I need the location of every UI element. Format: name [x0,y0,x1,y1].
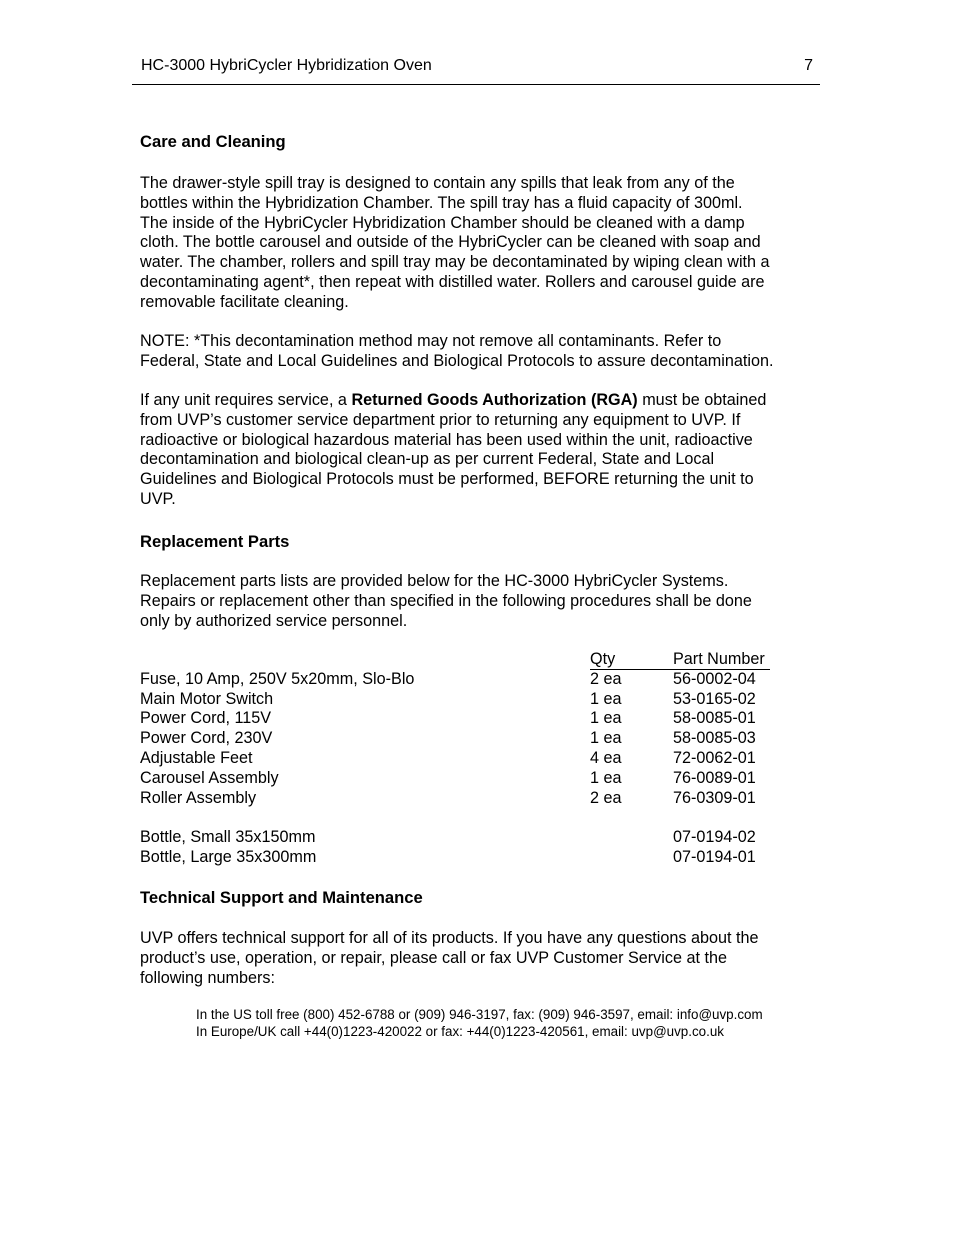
part-qty: 1 ea [590,689,622,708]
note-line: Federal, State and Local Guidelines and Biological Protocols to assure decontamination. [140,351,774,370]
rga-prefix: If any unit requires service, a [140,391,352,409]
table-row [140,670,820,690]
support-line: product’s use, operation, or repair, please call or fax UVP Customer Service at the [140,948,727,967]
care-paragraph [140,174,770,313]
part-number: 53-0165-02 [673,689,756,708]
support-paragraph [140,929,758,988]
rga-line: UVP. [140,489,176,508]
part-name: Bottle, Small 35x150mm [140,828,316,847]
part-name: Power Cord, 115V [140,709,272,728]
care-line: The inside of the HybriCycler Hybridization Chamber should be cleaned with a damp [140,213,745,232]
note-paragraph [140,332,774,372]
part-name: Carousel Assembly [140,768,279,787]
part-qty: 2 ea [590,669,622,688]
part-qty: 1 ea [590,709,622,728]
parts-header-row [140,650,820,670]
part-number: 56-0002-04 [673,669,756,688]
note-line: NOTE: *This decontamination method may not remove all contaminants. Refer to [140,332,722,350]
part-number-column-header: Part Number [673,650,765,668]
part-number: 07-0194-02 [673,828,756,847]
part-name: Adjustable Feet [140,748,253,767]
table-row [140,828,820,848]
part-qty: 2 ea [590,788,622,807]
table-row [140,749,820,769]
rga-paragraph [140,391,766,510]
rga-bold-term: Returned Goods Authorization (RGA) [351,391,638,409]
parts-table [140,650,820,868]
part-name: Main Motor Switch [140,689,274,708]
rga-line: radioactive or biological hazardous material has been used within the unit, radioactive [140,430,753,449]
part-qty: 1 ea [590,768,622,787]
rga-line: decontamination and biological clean-up as per current Federal, State and Local [140,450,715,469]
part-name: Bottle, Large 35x300mm [140,847,317,866]
table-row [140,729,820,749]
support-line: following numbers: [140,968,275,987]
page-number: 7 [804,57,813,74]
part-number: 76-0309-01 [673,788,756,807]
replacement-heading: Replacement Parts [140,532,290,551]
care-line: water. The chamber, rollers and spill tray may be decontaminated by wiping clean with a [140,253,770,272]
care-line: decontaminating agent*, then repeat with distilled water. Rollers and carousel guide are [140,272,765,291]
part-qty: 1 ea [590,729,622,748]
support-heading: Technical Support and Maintenance [140,888,423,907]
table-row [140,769,820,789]
table-row [140,848,820,868]
contact-us-line: In the US toll free (800) 452-6788 or (909) 946-3197, fax: (909) 946-3597, email: info@uvp.com [196,1007,763,1022]
rga-line [140,391,766,411]
table-row [140,789,820,809]
care-line: removable facilitate cleaning. [140,292,349,311]
part-number: 72-0062-01 [673,748,756,767]
replacement-line: Replacement parts lists are provided below for the HC-3000 HybriCycler Systems. [140,572,729,590]
table-spacer-row [140,808,820,828]
support-line: UVP offers technical support for all of its products. If you have any questions about the [140,929,759,947]
part-qty: 4 ea [590,748,622,767]
replacement-intro [140,572,752,631]
qty-column-header: Qty [590,650,616,668]
care-line: The drawer-style spill tray is designed to contain any spills that leak from any of the [140,174,735,192]
contact-info [196,1007,763,1040]
part-name: Roller Assembly [140,788,257,807]
part-name: Fuse, 10 Amp, 250V 5x20mm, Slo-Blo [140,669,415,688]
part-number: 76-0089-01 [673,768,756,787]
table-row [140,709,820,729]
table-row [140,690,820,710]
rga-line: from UVP’s customer service department prior to returning any equipment to UVP. If [140,410,741,429]
rga-suffix: must be obtained [637,391,767,409]
part-number: 58-0085-03 [673,729,756,748]
replacement-line: Repairs or replacement other than specified in the following procedures shall be done [140,591,752,610]
page-header [132,55,820,85]
part-number: 07-0194-01 [673,847,756,866]
document-title: HC-3000 HybriCycler Hybridization Oven [141,57,432,74]
part-number: 58-0085-01 [673,709,756,728]
care-line: bottles within the Hybridization Chamber. The spill tray has a fluid capacity of 300ml. [140,193,743,212]
care-line: cloth. The bottle carousel and outside of the HybriCycler can be cleaned with soap and [140,233,761,252]
replacement-line: only by authorized service personnel. [140,611,408,630]
care-heading: Care and Cleaning [140,132,286,151]
rga-line: Guidelines and Biological Protocols must be performed, BEFORE returning the unit to [140,470,754,489]
contact-europe-line: In Europe/UK call +44(0)1223-420022 or fax: +44(0)1223-420561, email: uvp@uvp.co.uk [196,1023,724,1039]
part-name: Power Cord, 230V [140,729,273,748]
